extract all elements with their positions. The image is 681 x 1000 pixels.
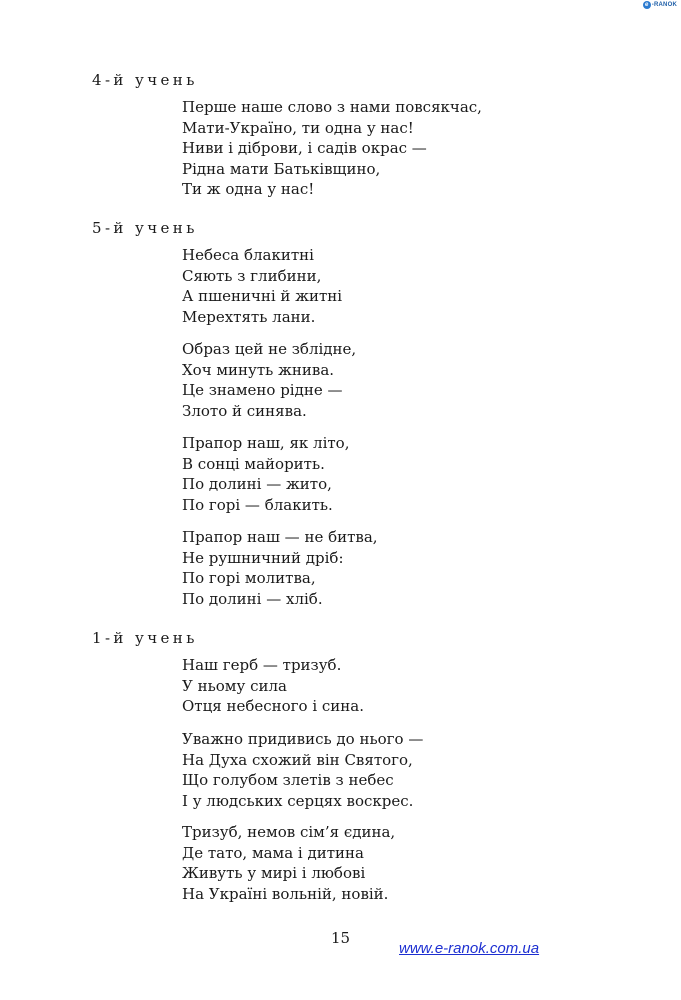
page-number: 15 [330,929,351,947]
speaker-5: 5-й учень [92,219,198,237]
e-ranok-logo-icon: e [643,1,651,9]
site-link[interactable]: www.e-ranok.com.ua [399,940,540,957]
verse-line: По долині — жито, [182,475,332,493]
verse-line: Тризуб, немов сім’я єдина, [182,823,396,841]
verse-line: І у людських серцях воскрес. [182,791,414,810]
verse-line: Прапор наш — не битва, [182,528,378,546]
verse-line: Де тато, мама і дитина [182,843,364,862]
verse-line: По долині — хліб. [182,589,323,608]
verse-line: На Україні вольній, новій. [182,884,389,903]
stanza [182,339,356,421]
stanza [182,655,364,717]
stanza [182,822,395,904]
verse-line: Перше наше слово з нами повсякчас, [182,98,482,116]
logo-text: -RANOK [651,2,677,8]
verse-line: Це знамено рідне — [182,381,343,399]
verse-line: Хоч минуть жнива. [182,360,335,379]
publisher-logo [643,1,677,9]
stanza [182,97,482,200]
stanza [182,527,378,609]
stanza [182,245,342,327]
verse-line: А пшеничні й житні [182,287,343,305]
verse-line: Образ цей не зблідне, [182,340,357,358]
verse-line: Злото й синява. [182,401,307,420]
stanza [182,433,349,515]
speaker-1: 1-й учень [92,629,198,647]
verse-line: На Духа схожий він Святого, [182,750,413,769]
verse-line: Небеса блакитні [182,246,314,264]
verse-line: Отця небесного і сина. [182,697,365,715]
verse-line: Живуть у мирі і любові [182,864,366,882]
verse-line: Ти ж одна у нас! [182,180,315,198]
verse-line: Сяють з глибини, [182,266,322,285]
verse-line: По горі — блакить. [182,495,333,514]
verse-line: Рідна мати Батьківщино, [182,159,381,178]
verse-line: Уважно придивись до нього — [182,730,424,748]
verse-line: Прапор наш, як літо, [182,434,350,452]
verse-line: Не рушничний дріб: [182,548,344,567]
verse-line: По горі молитва, [182,569,316,587]
verse-line: Мерехтять лани. [182,307,316,326]
verse-line: Що голубом злетів з небес [182,771,394,789]
verse-line: Наш герб — тризуб. [182,656,342,674]
verse-line: У ньому сила [182,676,287,695]
verse-line: Мати-Україно, ти одна у нас! [182,118,414,137]
verse-line: В сонці майорить. [182,454,325,473]
speaker-4: 4-й учень [92,71,198,89]
stanza [182,729,423,811]
verse-line: Ниви і діброви, і садів окрас — [182,139,427,157]
